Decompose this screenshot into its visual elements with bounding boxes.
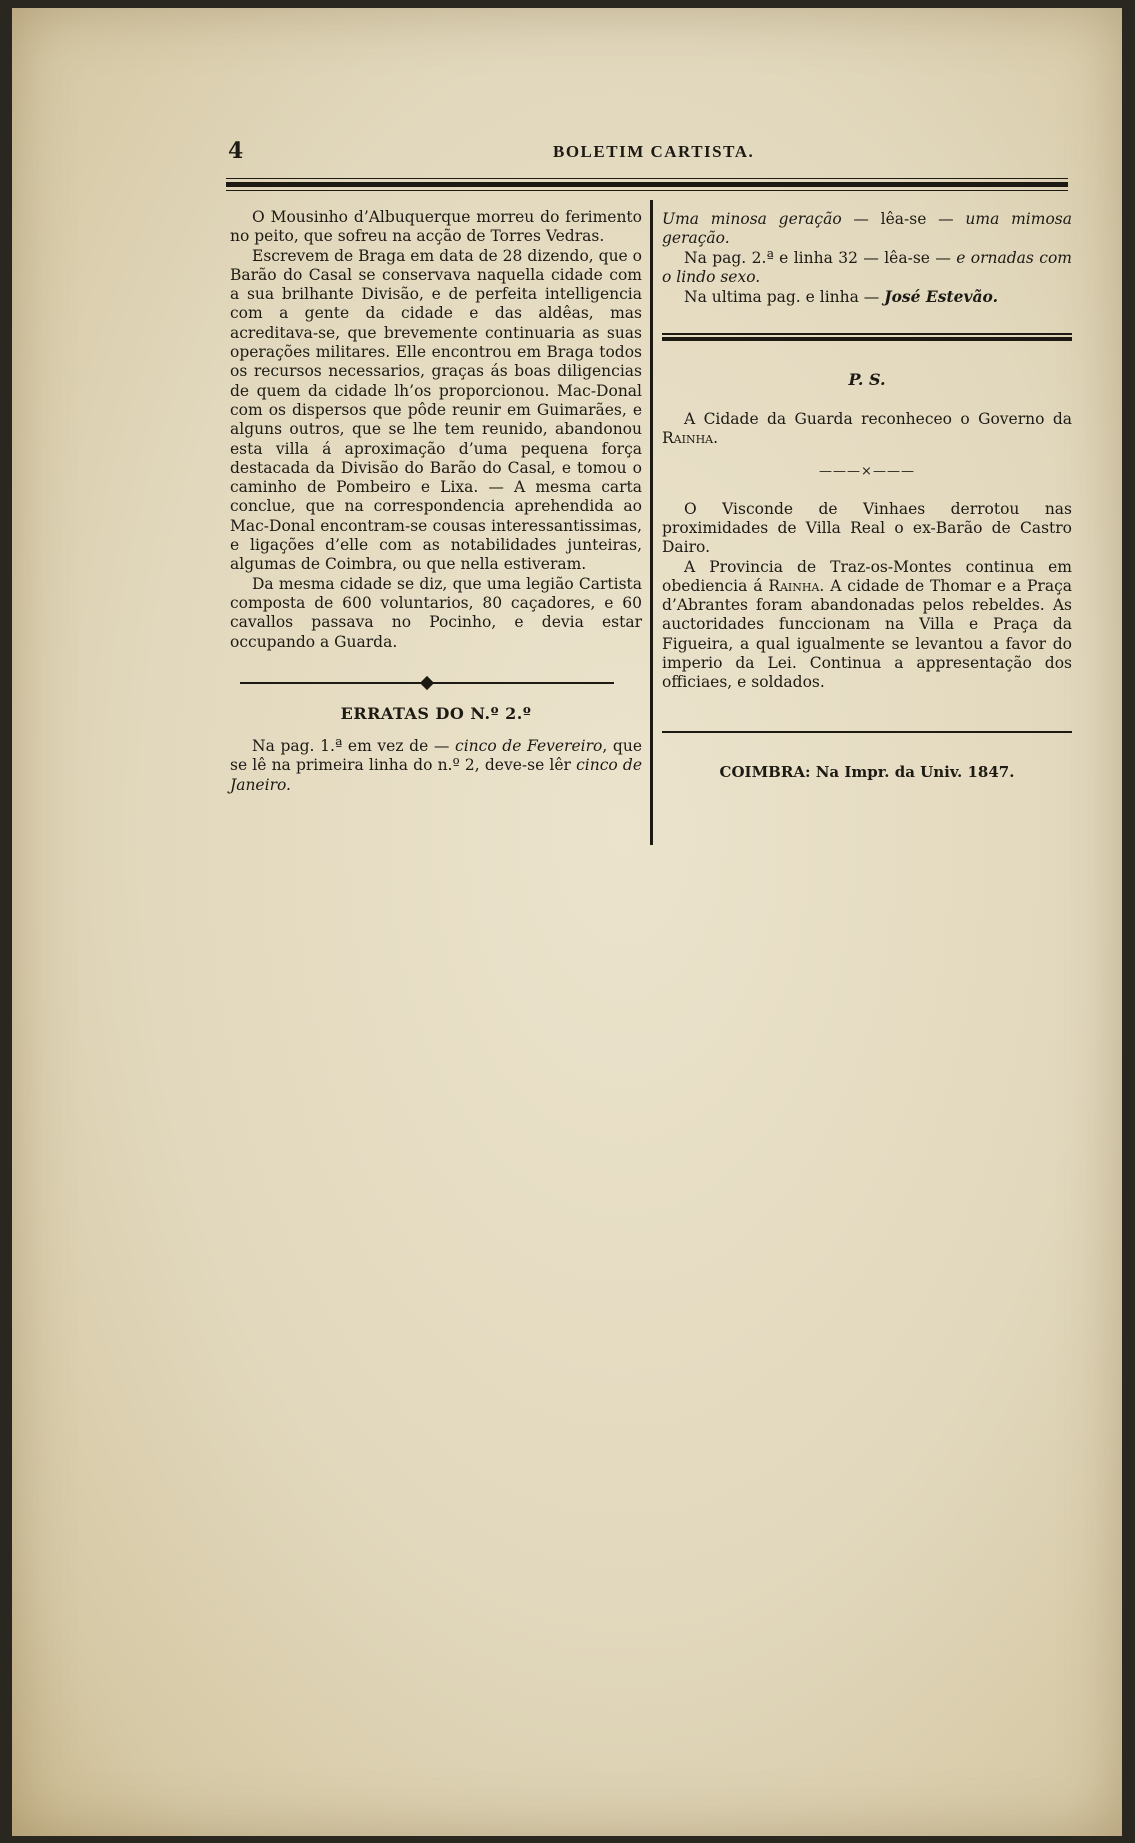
errata-correct: José Estevão. [884,287,998,307]
ps-heading: P. S. [848,370,886,390]
imprint: COIMBRA: Na Impr. da Univ. 1847. [719,762,1015,781]
ps-paragraph: O Visconde de Vinhaes derrotou nas proximidades de Villa Real o ex-Barão de Castro Dairo. [662,499,1072,557]
errata-text: Na pag. 1.ª em vez de — [252,737,456,756]
errata-entry [662,210,1072,249]
page-number: 4 [228,138,244,164]
ps-text: A cidade de Thomar e a Praça d’Abrantes foram abandonadas pelos rebeldes. As auctoridades funccionam na Villa e Praça da Figueira, a qual igualmente se levantou a favor do imperio da Lei. Continua a appresentação dos officiaes, e soldados. [662,576,1073,692]
article-paragraph: O Mousinho d’Albuquerque morreu do ferimento no peito, que sofreu na acção de Torres Vedras. [230,208,642,246]
errata-wrong: cinco de Fevereiro [455,737,603,756]
errata-heading: ERRATAS DO N.º 2.º [340,703,532,723]
ps-text: A Provincia de Traz-os-Montes continua em obediencia á [662,557,1072,595]
errata-text: Na ultima pag. e linha — [684,288,885,307]
left-column [230,208,642,795]
errata-text: , que se lê na primeira linha do n.º 2, deve-se lêr [230,737,642,775]
rule-line [662,333,1072,335]
article-paragraph: Da mesma cidade se diz, que uma legião Cartista composta de 600 voluntarios, 80 caçadores, e 60 cavallos passava no Pocinho, e devia estar occupando a Guarda. [230,574,642,651]
errata-entry [230,737,642,795]
ornament-diamond [420,676,434,690]
errata-correct: cinco de Janeiro. [230,756,642,794]
header-rule-thin [226,178,1068,179]
ps-paragraph [662,410,1072,449]
header-rule-thick [226,182,1068,187]
errata-text: — lêa-se — [841,210,966,228]
imprint-rule [662,731,1072,733]
article-paragraph: Escrevem de Braga em data de 28 dizendo, que o Barão do Casal se conservava naquella cidade com a sua brilhante Divisão, e de perfeita intelligencia com a gente da cidade e das aldêas, mas acreditava-se, que brevemente continuaria as suas operações militares. Elle encontrou em Braga todos os recursos necessarios, graças ás boas diligencias de quem da cidade lh’os proporcionou. Mac-Donal com os dispersos que pôde reunir em Guimarães, e alguns outros, que se lhe tem reunido, abandonou esta villa á aproximação d’uma pequena força destacada da Divisão do Barão do Casal, e tomou o caminho de Pombeiro e Lixa. — A mesma carta conclue, que na correspondencia aprehendida ao Mac-Donal encontram-se cousas interessantissimas, e ligações d’elle com as notabilidades junteiras, algumas de Coimbra, ou que nella estiveram. [230,246,642,574]
errata-entry [662,287,1072,307]
small-ornament: ———×——— [819,464,915,480]
rule-line [662,337,1072,341]
header-rule-thin-2 [226,190,1068,191]
column-divider [650,200,653,845]
ps-paragraph [662,558,1072,693]
ps-text: A Cidade da Guarda reconheceo o Governo da [684,409,1072,428]
ornamental-divider [240,678,614,688]
right-column [662,210,1072,782]
errata-wrong: Uma minosa geração [662,210,842,228]
errata-entry [662,249,1072,288]
running-title: BOLETIM CARTISTA. [553,142,755,161]
errata-correct: e ornadas com o lindo sexo. [662,248,1072,286]
ps-text-smallcaps: Rainha. [662,429,719,448]
errata-text: Na pag. 2.ª e linha 32 — lêa-se — [684,248,957,267]
errata-correct: uma mimosa geração. [662,210,1072,248]
ps-text-smallcaps: Rainha. [768,576,825,595]
section-double-rule [662,333,1072,342]
